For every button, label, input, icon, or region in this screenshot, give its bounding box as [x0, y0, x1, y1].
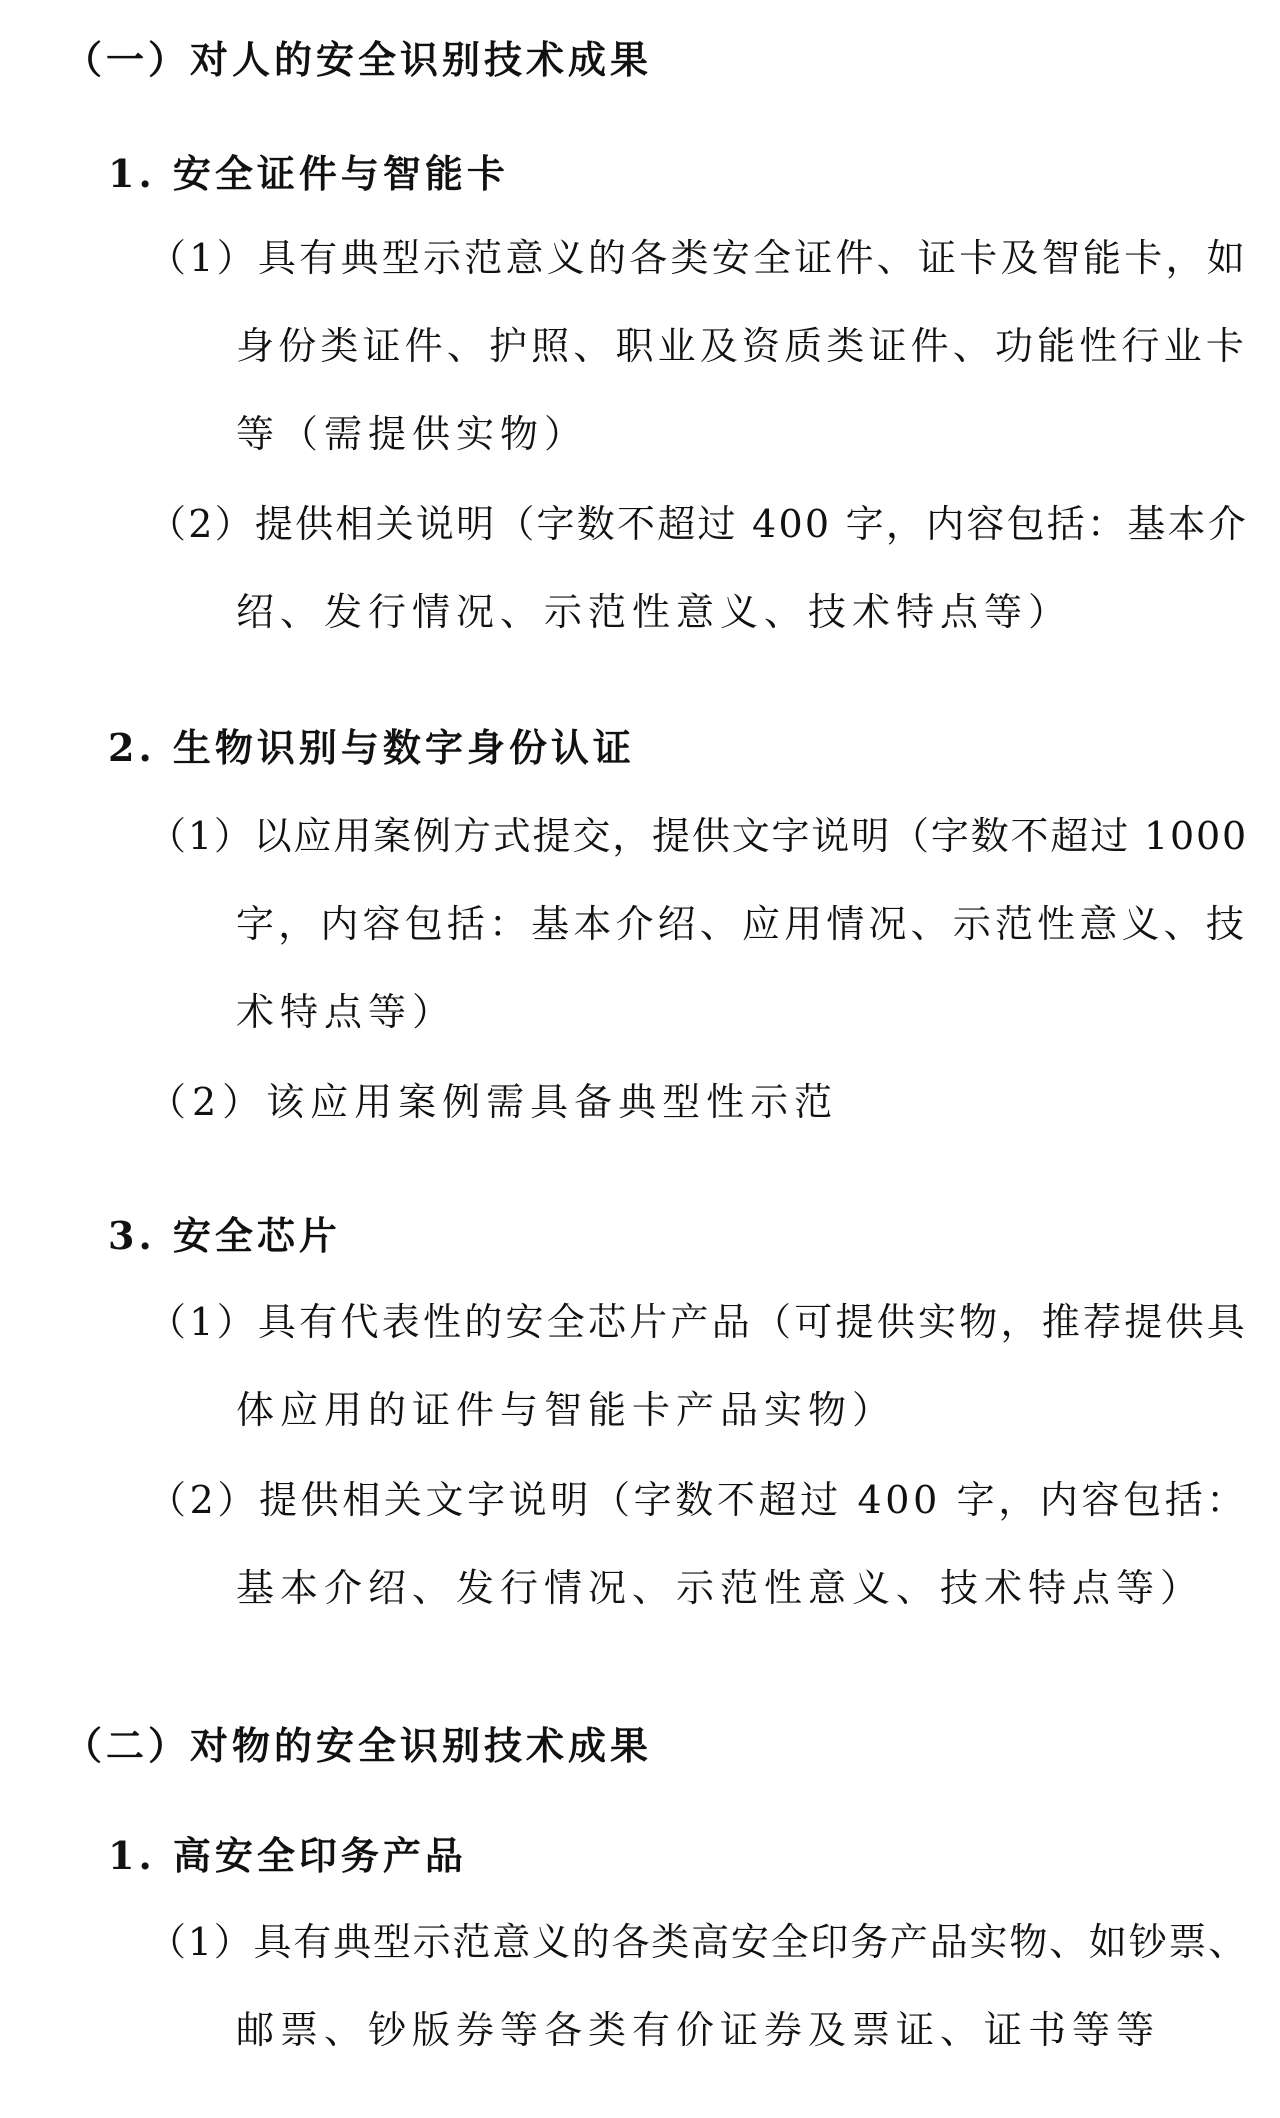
section-heading-2: （二）对物的安全识别技术成果: [64, 1723, 653, 1768]
item-1-1-1-line-1: （1）具有典型示范意义的各类安全证件、证卡及智能卡，如: [148, 236, 1248, 280]
item-1-1-1-line-3: 等（需提供实物）: [236, 412, 589, 456]
item-2-1-1-line-1: （1）具有典型示范意义的各类高安全印务产品实物、如钞票、: [148, 1920, 1248, 1964]
item-1-2-1-line-2: 字，内容包括：基本介绍、应用情况、示范性意义、技: [236, 902, 1248, 946]
item-1-2-2-line-1: （2）该应用案例需具备典型性示范: [148, 1080, 839, 1124]
item-1-1-2-line-1: （2）提供相关说明（字数不超过 400 字，内容包括：基本介: [148, 502, 1248, 546]
item-1-3-2-line-2: 基本介绍、发行情况、示范性意义、技术特点等）: [236, 1566, 1205, 1610]
item-1-2-1-line-1: （1）以应用案例方式提交，提供文字说明（字数不超过 1000: [148, 814, 1248, 858]
item-1-3-1-line-2: 体应用的证件与智能卡产品实物）: [236, 1388, 897, 1432]
item-1-3-2-line-1: （2）提供相关文字说明（字数不超过 400 字，内容包括：: [148, 1478, 1248, 1522]
item-1-1-2-line-2: 绍、发行情况、示范性意义、技术特点等）: [236, 590, 1073, 634]
item-1-3-1-line-1: （1）具有代表性的安全芯片产品（可提供实物，推荐提供具: [148, 1300, 1248, 1344]
section-heading-1: （一）对人的安全识别技术成果: [64, 37, 653, 82]
subsection-heading-1-3: 3. 安全芯片: [108, 1213, 341, 1258]
item-2-1-1-line-2: 邮票、钞版券等各类有价证券及票证、证书等等: [236, 2008, 1161, 2052]
item-1-1-1-line-2: 身份类证件、护照、职业及资质类证件、功能性行业卡: [236, 324, 1248, 368]
item-1-2-1-line-3: 术特点等）: [236, 990, 457, 1034]
subsection-heading-1-1: 1. 安全证件与智能卡: [108, 151, 509, 196]
subsection-heading-1-2: 2. 生物识别与数字身份认证: [108, 725, 635, 770]
subsection-heading-2-1: 1. 高安全印务产品: [108, 1833, 467, 1878]
